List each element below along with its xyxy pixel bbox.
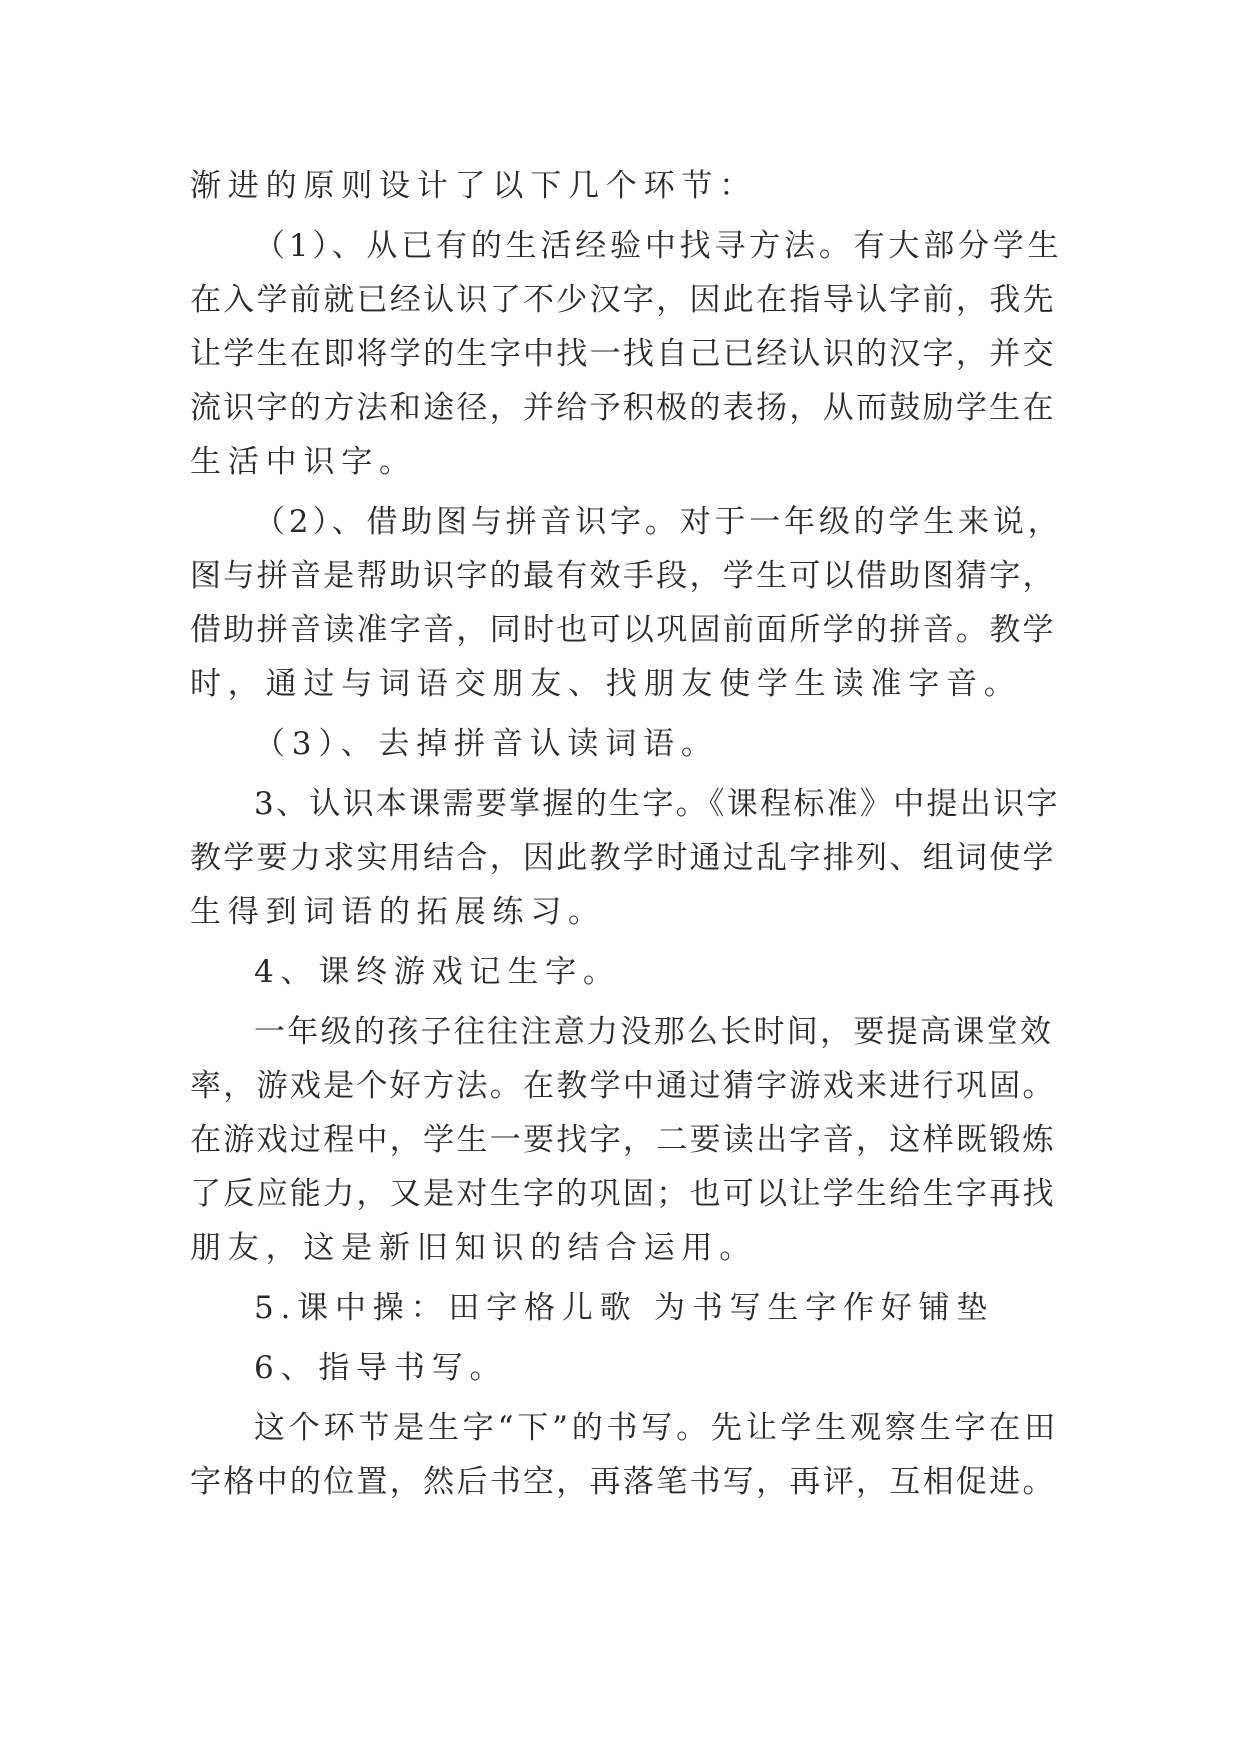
text-line-11: （3）、去掉拼音认读词语。	[254, 726, 719, 762]
text-line-15: 4、课终游戏记生字。	[254, 954, 621, 990]
text-line-9: 借助拼音读准字音，同时也可以巩固前面所学的拼音。教学	[190, 612, 1056, 648]
text-line-12: 3、认识本课需要掌握的生字。《课程标准》中提出识字	[254, 786, 1060, 822]
text-line-4: 让学生在即将学的生字中找一找自己已经认识的汉字，并交	[190, 336, 1056, 372]
text-line-24: 字格中的位置，然后书空，再落笔书写，再评，互相促进。	[190, 1464, 1056, 1500]
text-line-14: 生得到词语的拓展练习。	[190, 894, 606, 930]
text-line-13: 教学要力求实用结合，因此教学时通过乱字排列、组词使学	[190, 840, 1056, 876]
text-line-1: 渐进的原则设计了以下几个环节：	[190, 168, 757, 204]
text-line-7: （2）、借助图与拼音识字。对于一年级的学生来说，	[254, 504, 1063, 540]
text-line-10: 时，通过与词语交朋友、找朋友使学生读准字音。	[190, 666, 1022, 702]
text-line-21: 5.课中操：田字格儿歌 为书写生字作好铺垫	[254, 1290, 995, 1326]
text-line-23: 这个环节是生字“下”的书写。先让学生观察生字在田	[254, 1410, 1059, 1446]
text-line-18: 在游戏过程中，学生一要找字，二要读出字音，这样既锻炼	[190, 1122, 1056, 1158]
text-line-19: 了反应能力，又是对生字的巩固；也可以让学生给生字再找	[190, 1176, 1056, 1212]
text-line-16: 一年级的孩子往往注意力没那么长时间，要提高课堂效	[254, 1014, 1054, 1050]
text-line-8: 图与拼音是帮助识字的最有效手段，学生可以借助图猜字，	[190, 558, 1056, 594]
text-line-22: 6、指导书写。	[254, 1350, 508, 1386]
text-line-6: 生活中识字。	[190, 444, 417, 480]
text-line-5: 流识字的方法和途径，并给予积极的表扬，从而鼓励学生在	[190, 390, 1056, 426]
text-line-3: 在入学前就已经认识了不少汉字，因此在指导认字前，我先	[190, 282, 1056, 318]
text-line-2: （1）、从已有的生活经验中找寻方法。有大部分学生	[254, 228, 1063, 264]
text-line-20: 朋友，这是新旧知识的结合运用。	[190, 1230, 757, 1266]
text-line-17: 率，游戏是个好方法。在教学中通过猜字游戏来进行巩固。	[190, 1068, 1056, 1104]
